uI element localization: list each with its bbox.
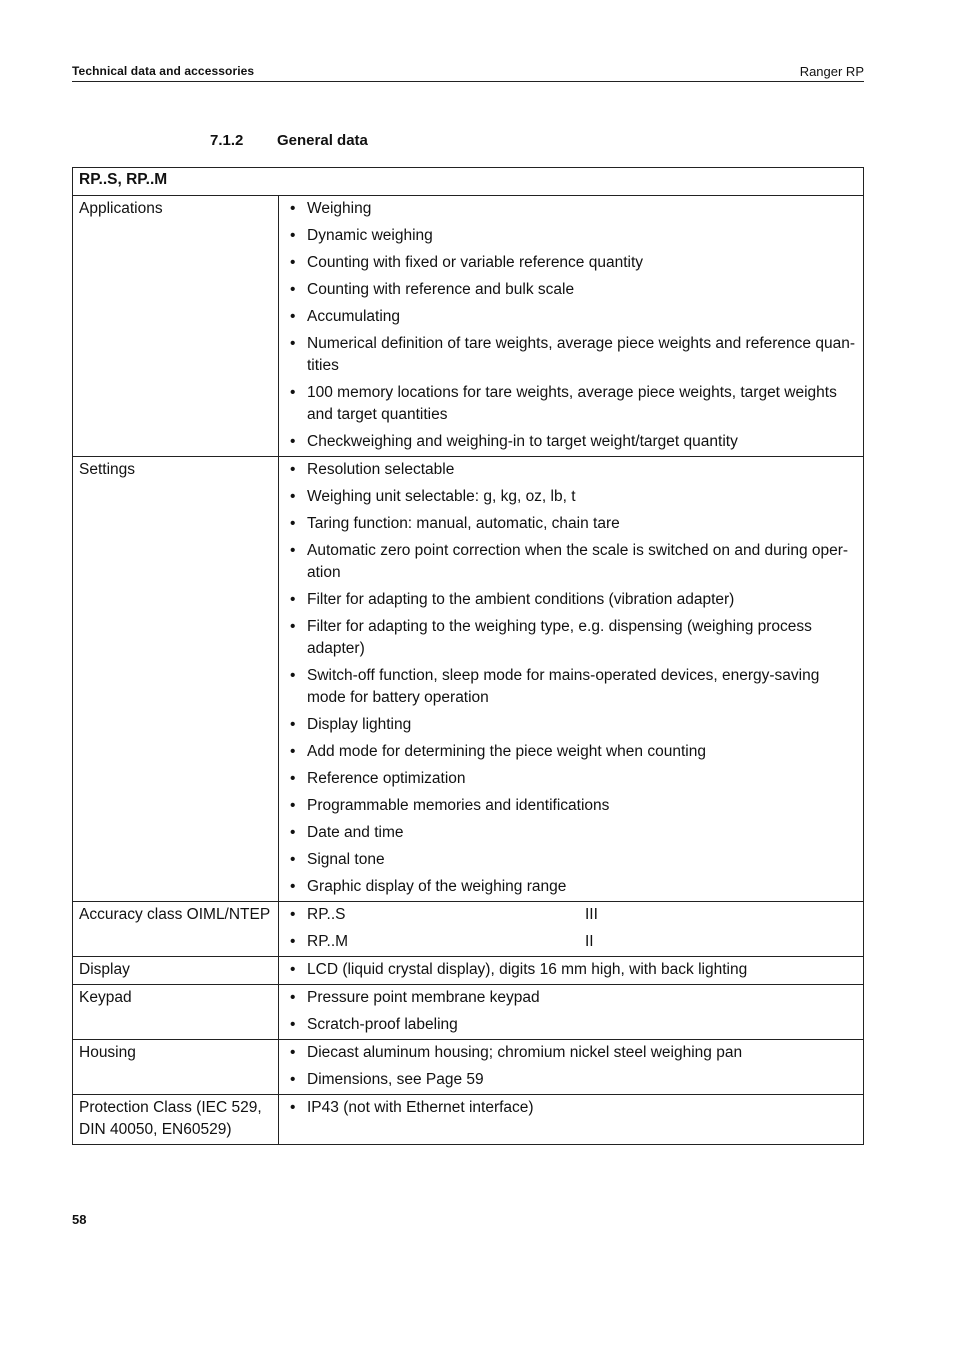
row-label: Display: [73, 957, 279, 985]
table-row: [73, 957, 864, 985]
table-heading-row: [73, 168, 864, 196]
class-value: III: [585, 906, 598, 923]
section-title-text: General data: [277, 132, 368, 149]
row-content: [279, 902, 864, 957]
item-text: Automatic zero point correction when the scale is switched on and during oper-ation: [307, 542, 849, 581]
list-item: • Date and time: [290, 824, 404, 841]
item-text: Signal tone: [307, 851, 385, 868]
item-text: Programmable memories and identifications: [307, 797, 610, 814]
item-text: 100 memory locations for tare weights, average piece weights, target weights and target quantities: [307, 384, 837, 423]
item-text: IP43 (not with Ethernet interface): [307, 1099, 534, 1116]
table-row: [73, 1040, 864, 1095]
table-row: [73, 902, 864, 957]
header-divider: [72, 81, 864, 82]
list-item: • Filter for adapting to the ambient conditions (vibration adapter): [290, 591, 735, 608]
row-content: [279, 457, 864, 902]
row-label: Applications: [73, 196, 279, 457]
row-label: Settings: [73, 457, 279, 902]
list-item: • Dynamic weighing: [290, 227, 433, 244]
list-item: • Reference optimization: [290, 770, 466, 787]
item-text: Accumulating: [307, 308, 401, 325]
item-text: Filter for adapting to the weighing type, e.g. dispensing (weighing process adapter): [307, 618, 812, 657]
list-item: • Filter for adapting to the weighing type, e.g. dispensing (weighing process adapter): [290, 618, 812, 657]
list-item: • Counting with reference and bulk scale: [290, 281, 575, 298]
running-header-title: Technical data and accessories: [72, 64, 255, 78]
list-item: • 100 memory locations for tare weights, average piece weights, target weights and target quantities: [290, 384, 837, 423]
page-number: 58: [72, 1212, 87, 1227]
list-item: • Dimensions, see Page 59: [290, 1071, 484, 1088]
row-content: [279, 1095, 864, 1145]
list-item: • Switch-off function, sleep mode for mains-operated devices, energy-saving mode for battery operation: [290, 667, 820, 706]
row-label: Protection Class (IEC 529, DIN 40050, EN60529): [73, 1095, 279, 1145]
item-text: Filter for adapting to the ambient conditions (vibration adapter): [307, 591, 735, 608]
list-item: • Numerical definition of tare weights, average piece weights and reference quan-tities: [290, 335, 855, 374]
list-item: • Counting with fixed or variable reference quantity: [290, 254, 644, 271]
item-text: Diecast aluminum housing; chromium nickel steel weighing pan: [307, 1044, 743, 1061]
running-header-product: Ranger RP: [799, 64, 864, 79]
table-row: [73, 457, 864, 902]
item-text: Weighing: [307, 200, 372, 217]
item-text: Pressure point membrane keypad: [307, 989, 540, 1006]
list-item: • LCD (liquid crystal display), digits 16 mm high, with back lighting: [290, 961, 748, 978]
class-model: RP..S: [307, 906, 346, 923]
item-text: Taring function: manual, automatic, chain tare: [307, 515, 620, 532]
section-heading: [210, 132, 368, 149]
item-text: Display lighting: [307, 716, 412, 733]
table-row: [73, 196, 864, 457]
list-item: • Automatic zero point correction when the scale is switched on and during oper-ation: [290, 542, 849, 581]
general-data-table: [72, 167, 864, 1145]
item-text: LCD (liquid crystal display), digits 16 mm high, with back lighting: [307, 961, 748, 978]
item-text: Weighing unit selectable: g, kg, oz, lb, t: [307, 488, 576, 505]
list-item: • RP..M II: [285, 931, 857, 953]
list-item: • Weighing unit selectable: g, kg, oz, lb, t: [290, 488, 576, 505]
row-content: [279, 957, 864, 985]
list-item: • Diecast aluminum housing; chromium nickel steel weighing pan: [290, 1044, 743, 1061]
class-model: RP..M: [307, 933, 349, 950]
table-heading: RP..S, RP..M: [73, 168, 864, 196]
list-item: • Signal tone: [290, 851, 385, 868]
item-text: Date and time: [307, 824, 404, 841]
item-text: Dynamic weighing: [307, 227, 433, 244]
list-item: • Scratch-proof labeling: [290, 1016, 458, 1033]
list-item: • Weighing: [290, 200, 372, 217]
list-item: • Checkweighing and weighing-in to target weight/target quantity: [290, 433, 738, 450]
item-text: Graphic display of the weighing range: [307, 878, 567, 895]
item-text: Counting with reference and bulk scale: [307, 281, 575, 298]
list-item: • Resolution selectable: [290, 461, 455, 478]
list-item: • Pressure point membrane keypad: [290, 989, 540, 1006]
list-item: • Taring function: manual, automatic, chain tare: [290, 515, 620, 532]
list-item: • Programmable memories and identifications: [290, 797, 610, 814]
list-item: • RP..S III: [285, 904, 857, 926]
item-text: Switch-off function, sleep mode for mains-operated devices, energy-saving mode for battery operation: [307, 667, 820, 706]
row-content: [279, 1040, 864, 1095]
row-label: Housing: [73, 1040, 279, 1095]
item-text: Add mode for determining the piece weight when counting: [307, 743, 706, 760]
item-text: Counting with fixed or variable reference quantity: [307, 254, 644, 271]
class-value: II: [585, 933, 594, 950]
list-item: • IP43 (not with Ethernet interface): [290, 1099, 534, 1116]
list-item: • Accumulating: [290, 308, 401, 325]
table-row: [73, 1095, 864, 1145]
item-text: Resolution selectable: [307, 461, 455, 478]
item-text: Scratch-proof labeling: [307, 1016, 458, 1033]
list-item: • Display lighting: [290, 716, 412, 733]
section-number: 7.1.2: [210, 132, 244, 149]
item-text: Checkweighing and weighing-in to target weight/target quantity: [307, 433, 738, 450]
item-text: Dimensions, see Page 59: [307, 1071, 484, 1088]
row-content: [279, 196, 864, 457]
row-label: Keypad: [73, 985, 279, 1040]
table-row: [73, 985, 864, 1040]
row-content: [279, 985, 864, 1040]
list-item: • Graphic display of the weighing range: [290, 878, 567, 895]
item-text: Reference optimization: [307, 770, 466, 787]
list-item: • Add mode for determining the piece weight when counting: [290, 743, 706, 760]
item-text: Numerical definition of tare weights, average piece weights and reference quan-tities: [307, 335, 855, 374]
row-label: Accuracy class OIML/NTEP: [73, 902, 279, 957]
